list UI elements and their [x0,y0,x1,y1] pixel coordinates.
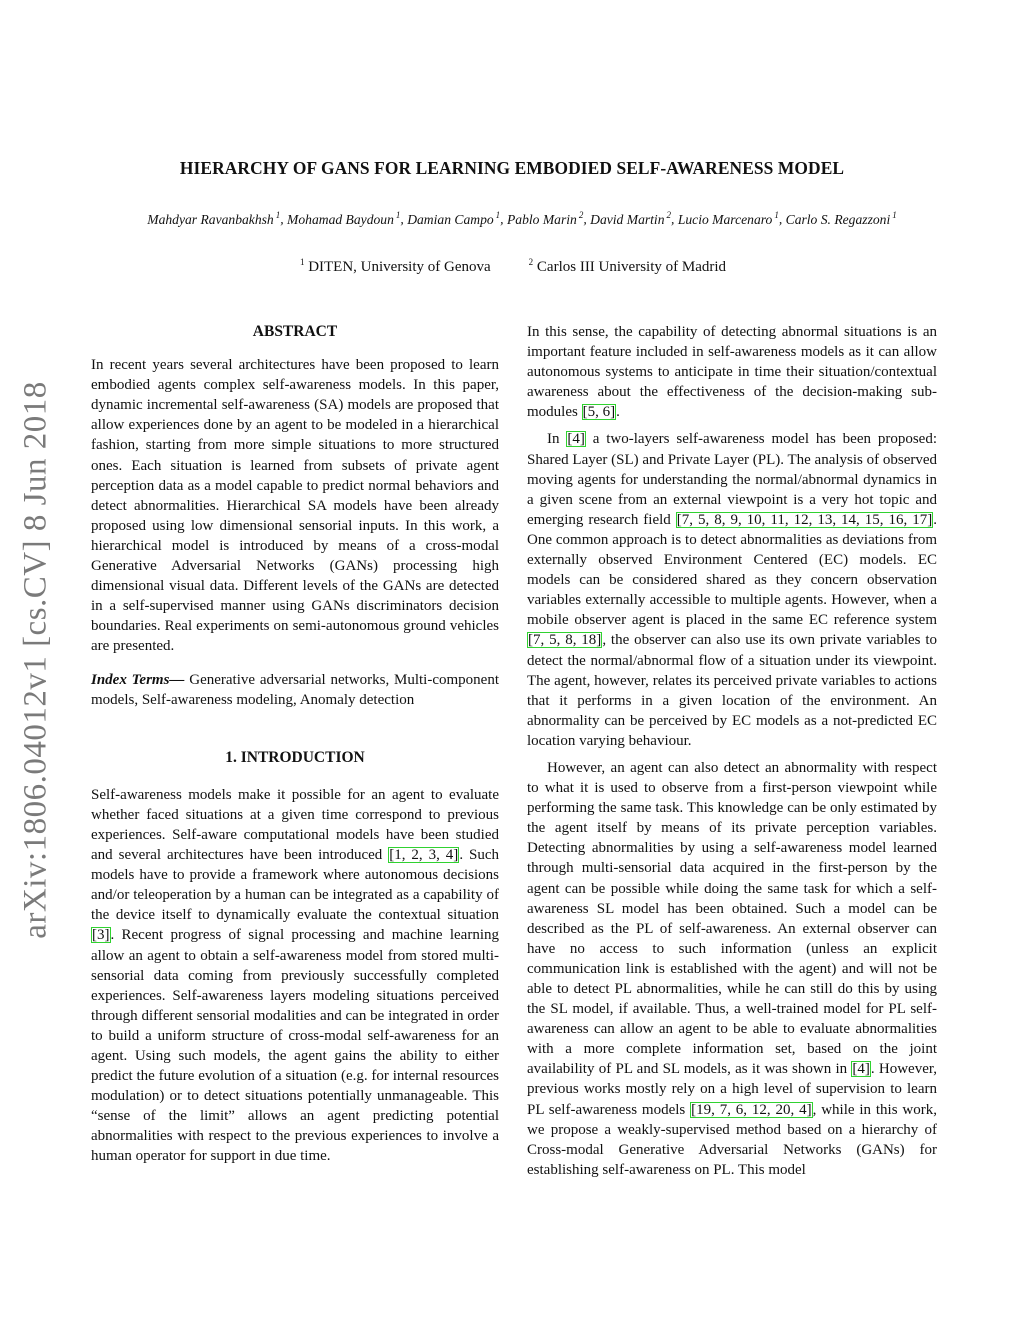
introduction-heading: 1. INTRODUCTION [225,748,365,766]
index-terms-label: Index Terms— [91,671,185,688]
author-list: Mahdyar Ravanbakhsh $^1$, Mohamad Baydoun $^1$, Damian Campo $^1$, Pablo Marin $^2$, David Martin $^2$, Lucio Marcenaro $^1$, Carlo S. Regazzoni $^1$ [147,210,897,227]
right-column [527,322,937,1180]
author: Pablo Marin $^2$ [506,210,584,227]
author: Damian Campo $^1$ [407,210,501,227]
citation-link[interactable]: [3] [92,927,110,944]
affiliation: $^1$ DITEN, University of Genova [299,257,491,275]
abstract-text: In recent years several architectures have been proposed to learn embodied agents complex self-awareness models. In this paper, dynamic incremental self-awareness (SA) models are proposed that allow experiences done by an agent to be modeled in a hierarchical fashion, starting from more simple situations to more structured ones. Each situation is learned from subsets of private agent perception data as a model capable to predict normal behaviors and detect abnormalities. Hierarchical SA models have been already proposed using low dimensional sensorial inputs. In this work, a hierarchical model is introduced by means of a cross-modal Generative Adversarial Networks (GANs) processing high dimensional visual data. Different levels of the GANs are detected in a self-supervised manner using GANs discriminators decision boundaries. Real experiments on semi-autonomous ground vehicles are presented. [91,357,499,655]
paper-title: HIERARCHY OF GANS FOR LEARNING EMBODIED SELF-AWARENESS MODEL [179,158,845,178]
citation-link[interactable]: [7, 5, 8, 9, 10, 11, 12, 13, 14, 15, 16, 17] [676,511,933,528]
abstract-heading: ABSTRACT [252,323,338,340]
intro-paragraph-2: In this sense, the capability of detecting abnormal situations is an important feature included in self-awareness models as it can allow autonomous systems to anticipate in time their situation/contextual awareness about the effectiveness of the decision-making sub-modules [5, 6]. [527,324,937,421]
citation-link[interactable]: [4] [567,431,585,448]
intro-paragraph-1: Self-awareness models make it possible for an agent to evaluate whether faced situations at a given time correspond to previous experiences. Self-aware computational models have been studied and several architectures have been introduced [1, 2, 3, 4]. Such models have to provide a framework where autonomous decisions and/or teleoperation by a human can be integrated as a capability of the device itself to dynamically evaluate the contextual situation [3]. Recent progress of signal processing and machine learning allow an agent to obtain a self-awareness model from stored multi-sensorial data coming from previously successfully completed experiences. Self-awareness layers modeling situations perceived through different sensorial modalities and can be integrated in order to build a uniform structure of cross-modal self-awareness for an agent. Using such models, the agent gains the ability to either predict the future evolution of a situation (e.g. for internal resources modulation) or to detect situations potentially unmanageable. This “sense of the limit” allows an agent predicting potential abnormalities with respect to the previous experiences to involve a human operator for support in due time. [91,786,500,1165]
affiliation: $^2$ Carlos III University of Madrid [528,257,727,275]
author: Carlo S. Regazzoni $^1$ [785,210,897,227]
arxiv-identifier-text: arXiv:1806.04012v1 [cs.CV] 8 Jun 2018 [17,381,54,939]
author: David Martin $^2$ [590,210,672,227]
left-column [91,322,499,1167]
index-terms [91,670,499,710]
citation-link[interactable]: [5, 6] [582,404,616,421]
intro-paragraph-3: In [4] a two-layers self-awareness model has been proposed: Shared Layer (SL) and Private Layer (PL). The analysis of observed moving agents for understanding the normal/abnormal dynamics in a given scene from an external viewpoint is a very hot topic and emerging research field [7, 5, 8, 9, 10, 11, 12, 13, 14, 15, 16, 17]. One common approach is to detect abnormalities as deviations from externally observed Environment Centered (EC) models. EC models can be considered shared as they concern observation variables externally accessible to multiple agents. However, when a mobile observer agent is placed in the same EC reference system [7, 5, 8, 18], the observer can also use its own private variables to detect the normal/abnormal flow of a situation under its viewpoint. The agent, however, relates its perceived private variables to actions that it performs in a given location of the environment. An abnormality can be perceived by EC models as a not-predicted EC location varying behaviour. [527,431,938,749]
citation-link[interactable]: [1, 2, 3, 4] [389,847,459,864]
author: Mohamad Baydoun $^1$ [287,210,401,227]
citation-link[interactable]: [19, 7, 6, 12, 20, 4] [691,1101,812,1118]
citation-link[interactable]: [4] [852,1061,870,1078]
arxiv-identifier [8,360,64,960]
author: Mahdyar Ravanbakhsh $^1$ [147,210,281,227]
affiliation-list [0,257,1024,276]
index-terms-text: Generative adversarial networks, Multi-component models, Self-awareness modeling, Anomaly detection [91,671,499,708]
citation-link[interactable]: [7, 5, 8, 18] [528,632,602,649]
author: Lucio Marcenaro $^1$ [677,210,779,227]
intro-paragraph-4: However, an agent can also detect an abnormality with respect to what it is used to observe from a first-person viewpoint while performing the same task. This knowledge can be only estimated by the agent itself by means of its private perception variables. Detecting abnormalities by using a self-awareness model learned through multi-sensorial data acquired in the first-person by the agent can be possible while doing the same task for which a self-awareness SL model has been obtained. Such a model can be described as the PL of self-awareness. An external observer can have no access to such information (unless an explicit communication link is established with the agent) and will not be able to detect PL abnormalities, while he can still do this by using the SL model, if available. Thus, a well-trained model for PL self-awareness can allow an agent to be able to evaluate abnormalities with a more complete information set, based on the joint availability of PL and SL models, as it was shown in [4]. However, previous works mostly rely on a high level of supervision to learn PL self-awareness models [19, 7, 6, 12, 20, 4], while in this work, we propose a weakly-supervised method based on a hierarchy of Cross-modal Generative Adversarial Networks (GANs) for establishing self-awareness on PL. This model [527,759,938,1178]
